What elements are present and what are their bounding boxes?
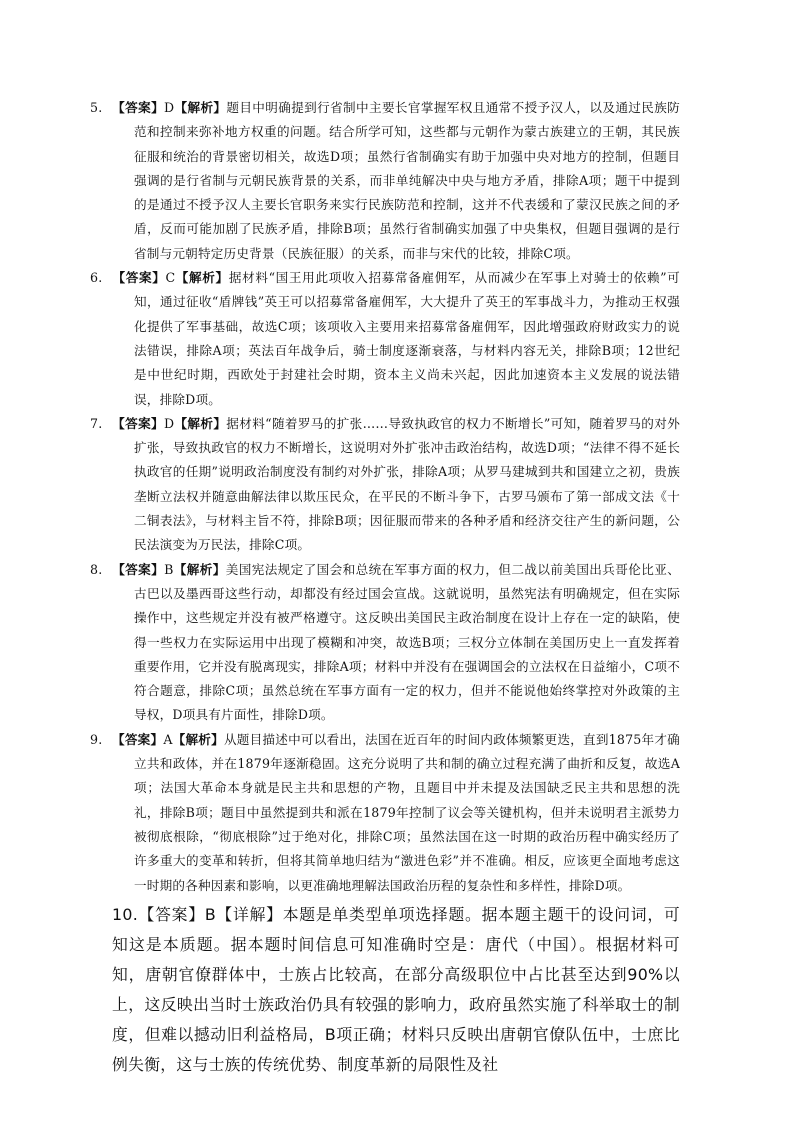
answer-item-9 <box>90 728 680 898</box>
analysis-text: 题目中明确提到行省制中主要长官掌握军权且通常不授予汉人，以及通过民族防范和控制来弥补地方权重的问题。结合所学可知，这些都与元朝作为蒙古族建立的王朝，其民族征服和统治的背景密切相关，故选D项；虽然行省制确实有助于加强中央对地方的控制，但题目强调的是行省制与元朝民族背景的关系，而非单纯解决中央与地方矛盾，排除A项；题干中提到的是通过不授予汉人主要长官职务来实行民族防范和控制，这并不代表缓和了蒙汉民族之间的矛盾，反而可能加剧了民族矛盾，排除B项；虽然行省制确实加强了中央集权，但题目强调的是行省制与元朝特定历史背景（民族征服）的关系，而非与宋代的比较，排除C项。 <box>134 100 680 261</box>
answer-paragraph: 5. 【答案】D【解析】题目中明确提到行省制中主要长官掌握军权且通常不授予汉人，以及通过民族防范和控制来弥补地方权重的问题。结合所学可知，这些都与元朝作为蒙古族建立的王朝，其民族征服和统治的背景密切相关，故选D项；虽然行省制确实有助于加强中央对地方的控制，但题目强调的是行省制与元朝民族背景的关系，而非单纯解决中央与地方矛盾，排除A项；题干中提到的是通过不授予汉人主要长官职务来实行民族防范和控制，这并不代表缓和了蒙汉民族之间的矛盾，反而可能加剧了民族矛盾，排除B项；虽然行省制确实加强了中央集权，但题目强调的是行省制与元朝特定历史背景（民族征服）的关系，而非与宋代的比较，排除C项。 <box>90 100 680 261</box>
answer-letter: B <box>204 904 216 924</box>
answer-paragraph <box>112 900 680 1080</box>
answer-tag: 【答案】 <box>112 415 164 431</box>
answer-item-7 <box>90 412 680 558</box>
analysis-text: 从题目描述中可以看出，法国在近百年的时间内政体频繁更迭，直到1875年才确立共和政体，并在1879年逐渐稳固。这充分说明了共和制的确立过程充满了曲折和反复，故选A项；法国大革命本身就是民主共和思想的产物，且题目中并未提及法国缺乏民主共和思想的洗礼，排除B项；题目中虽然提到共和派在1879年控制了议会等关键机构，但并未说明君主派势力被彻底根除，“彻底根除”过于绝对化，排除C项；虽然法国在这一时期的政治历程中确实经历了许多重大的变革和转折，但将其简单地归结为“激进色彩”并不准确。相反，应该更全面地考虑这一时期的各种因素和影响，以更准确地理解法国政治历程的复杂性和多样性，排除D项。 <box>134 731 680 893</box>
analysis-text: 美国宪法规定了国会和总统在军事方面的权力，但二战以前美国出兵哥伦比亚、古巴以及墨西哥这些行动，却都没有经过国会宣战。这就说明，虽然宪法有明确规定，但在实际操作中，这些规定并没有被严格遵守。这反映出美国民主政治制度在设计上存在一定的缺陷，使得一些权力在实际运用中出现了模糊和冲突，故选B项；三权分立体制在美国历史上一直发挥着重要作用，它并没有脱离现实，排除A项；材料中并没有在强调国会的立法权在日益缩小，C项不符合题意，排除C项；虽然总统在军事方面有一定的权力，但并不能说他始终掌控对外政策的主导权，D项具有片面性，排除D项。 <box>134 561 681 723</box>
answer-item-10 <box>112 900 680 1080</box>
answer-letter: D <box>163 415 175 431</box>
answer-letter: A <box>163 731 173 747</box>
analysis-tag: 【详解】 <box>215 904 283 924</box>
analysis-tag: 【解析】 <box>175 270 229 286</box>
analysis-tag: 【解析】 <box>172 731 224 747</box>
answer-item-8 <box>90 558 681 728</box>
answer-tag: 【答案】 <box>138 904 205 924</box>
answer-paragraph: 8. 【答案】B【解析】美国宪法规定了国会和总统在军事方面的权力，但二战以前美国出兵哥伦比亚、古巴以及墨西哥这些行动，却都没有经过国会宣战。这就说明，虽然宪法有明确规定，但在实际操作中，这些规定并没有被严格遵守。这反映出美国民主政治制度在设计上存在一定的缺陷，使得一些权力在实际运用中出现了模糊和冲突，故选B项；三权分立体制在美国历史上一直发挥着重要作用，它并没有脱离现实，排除A项；材料中并没有在强调国会的立法权在日益缩小，C项不符合题意，排除C项；虽然总统在军事方面有一定的权力，但并不能说他始终掌控对外政策的主导权，D项具有片面性，排除D项。 <box>90 561 681 723</box>
analysis-tag: 【解析】 <box>174 415 227 431</box>
answer-tag: 【答案】 <box>112 561 165 577</box>
answer-paragraph: 6. 【答案】C【解析】据材料“国王用此项收入招募常备雇佣军，从而减少在军事上对骑士的依赖”可知，通过征收“盾牌钱”英王可以招募常备雇佣军，大大提升了英王的军事战斗力，为推动王权强化提供了军事基础，故选C项；该项收入主要用来招募常备雇佣军，因此增强政府财政实力的说法错误，排除A项；英法百年战争后，骑士制度逐渐衰落，与材料内容无关，排除B项；12世纪是中世纪时期，西欧处于封建社会时期，资本主义尚未兴起，因此加速资本主义发展的说法错误，排除D项。 <box>90 270 680 407</box>
analysis-text: 本题是单类型单项选择题。据本题主题干的设问词，可知这是本质题。据本题时间信息可知准确时空是：唐代（中国）。根据材料可知，唐朝官僚群体中，士族占比较高，在部分高级职位中占比甚至达到90%以上，这反映出当时士族政治仍具有较强的影响力，政府虽然实施了科举取士的制度，但难以撼动旧利益格局，B项正确；材料只反映出唐朝官僚队伍中，士庶比例失衡，这与士族的传统优势、制度革新的局限性及社 <box>112 904 681 1074</box>
analysis-tag: 【解析】 <box>174 100 227 115</box>
answer-letter: D <box>164 100 175 115</box>
answer-tag: 【答案】 <box>112 100 165 115</box>
answer-tag: 【答案】 <box>112 270 166 286</box>
answer-paragraph: 9. 【答案】A【解析】从题目描述中可以看出，法国在近百年的时间内政体频繁更迭，直到1875年才确立共和政体，并在1879年逐渐稳固。这充分说明了共和制的确立过程充满了曲折和反复，故选A项；法国大革命本身就是民主共和思想的产物，且题目中并未提及法国缺乏民主共和思想的洗礼，排除B项；题目中虽然提到共和派在1879年控制了议会等关键机构，但并未说明君主派势力被彻底根除，“彻底根除”过于绝对化，排除C项；虽然法国在这一时期的政治历程中确实经历了许多重大的变革和转折，但将其简单地归结为“激进色彩”并不准确。相反，应该更全面地考虑这一时期的各种因素和影响，以更准确地理解法国政治历程的复杂性和多样性，排除D项。 <box>90 731 680 893</box>
answer-item-6 <box>90 266 680 412</box>
answer-tag: 【答案】 <box>112 731 164 747</box>
analysis-tag: 【解析】 <box>173 561 226 577</box>
answer-list <box>90 96 681 1080</box>
answer-letter: B <box>164 561 174 577</box>
answer-letter: C <box>165 270 176 286</box>
analysis-text: 据材料“随着罗马的扩张……导致执政官的权力不断增长”可知，随着罗马的对外扩张，导致执政官的权力不断增长，这说明对外扩张冲击政治结构，故选D项；“法律不得不延长执政官的任期”说明政治制度没有制约对外扩张，排除A项；从罗马建城到共和国建立之初，贵族垄断立法权并随意曲解法律以欺压民众，在平民的不断斗争下，古罗马颁布了第一部成文法《十二铜表法》，与材料主旨不符，排除B项；因征服而带来的各种矛盾和经济交往产生的新问题，公民法演变为万民法，排除C项。 <box>134 415 680 553</box>
answer-item-5 <box>90 96 680 266</box>
answer-paragraph: 7. 【答案】D【解析】据材料“随着罗马的扩张……导致执政官的权力不断增长”可知，随着罗马的对外扩张，导致执政官的权力不断增长，这说明对外扩张冲击政治结构，故选D项；“法律不得不延长执政官的任期”说明政治制度没有制约对外扩张，排除A项；从罗马建城到共和国建立之初，贵族垄断立法权并随意曲解法律以欺压民众，在平民的不断斗争下，古罗马颁布了第一部成文法《十二铜表法》，与材料主旨不符，排除B项；因征服而带来的各种矛盾和经济交往产生的新问题，公民法演变为万民法，排除C项。 <box>90 415 680 553</box>
analysis-text: 据材料“国王用此项收入招募常备雇佣军，从而减少在军事上对骑士的依赖”可知，通过征收“盾牌钱”英王可以招募常备雇佣军，大大提升了英王的军事战斗力，为推动王权强化提供了军事基础，故选C项；该项收入主要用来招募常备雇佣军，因此增强政府财政实力的说法错误，排除A项；英法百年战争后，骑士制度逐渐衰落，与材料内容无关，排除B项；12世纪是中世纪时期，西欧处于封建社会时期，资本主义尚未兴起，因此加速资本主义发展的说法错误，排除D项。 <box>134 270 680 407</box>
item-number: 10. <box>112 904 139 924</box>
